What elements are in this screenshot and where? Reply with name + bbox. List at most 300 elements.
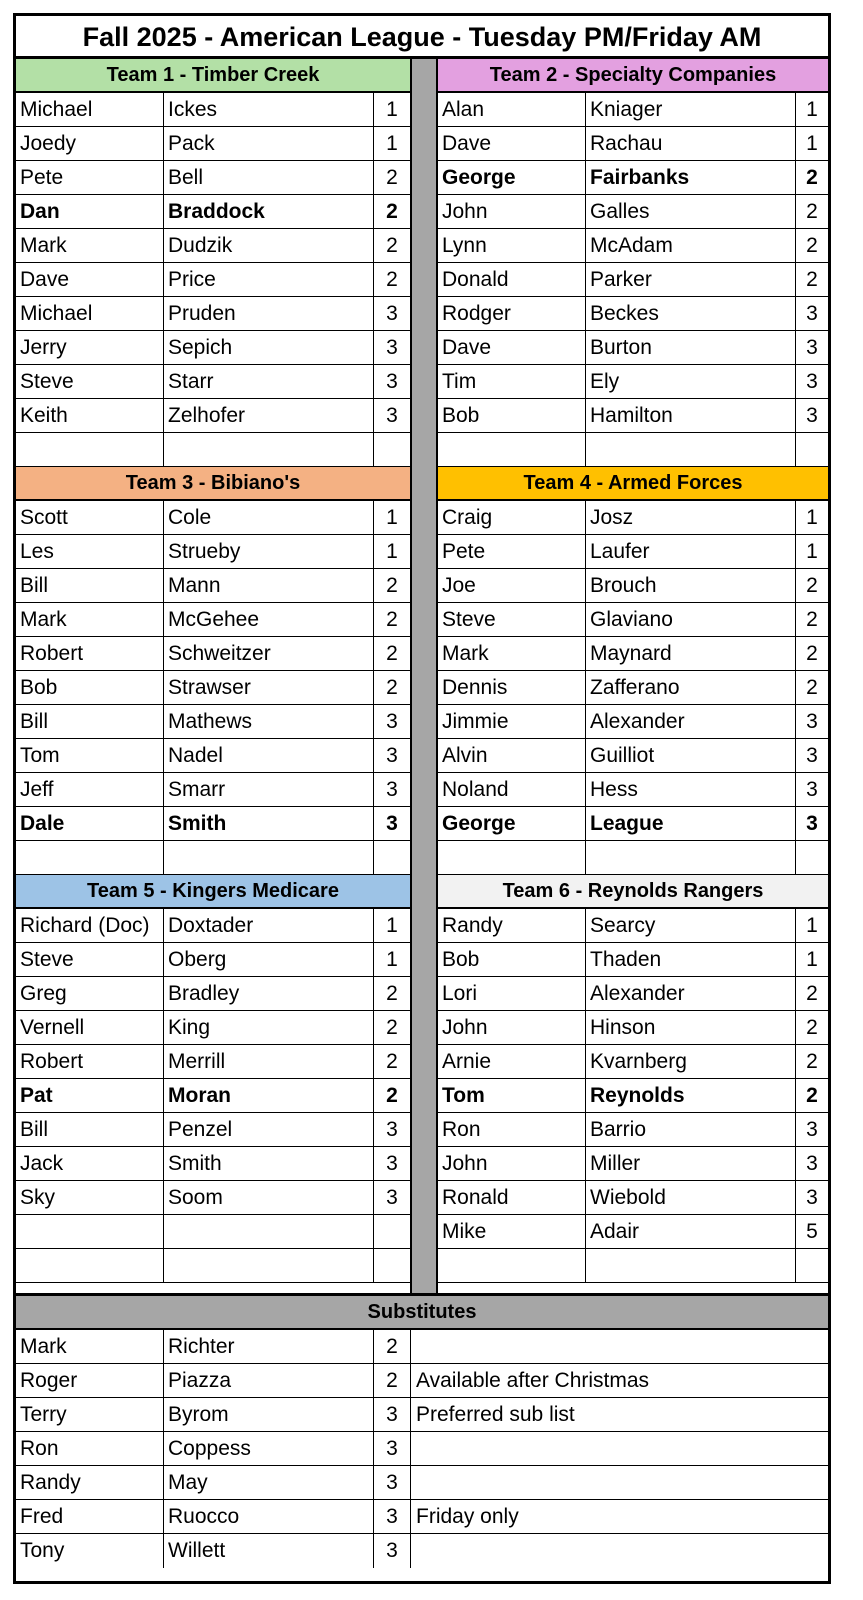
sub-note (411, 1466, 828, 1499)
player-row (16, 1045, 410, 1079)
player-row (438, 637, 828, 671)
player-row (16, 365, 410, 399)
player-last-name (164, 1249, 374, 1282)
player-last-name: Ickes (164, 93, 374, 126)
player-row (16, 127, 410, 161)
player-rank: 3 (386, 778, 398, 801)
player-first-name: Pete (16, 161, 164, 194)
player-first-name: Michael (16, 93, 164, 126)
player-rank: 1 (386, 506, 398, 529)
player-row (16, 1249, 410, 1283)
player-rank: 1 (806, 132, 818, 155)
player-last-name (164, 433, 374, 466)
player-first-name: Mike (438, 1215, 586, 1248)
player-row (16, 229, 410, 263)
player-first-name: Jimmie (438, 705, 586, 738)
player-rank: 1 (386, 132, 398, 155)
player-rank: 3 (806, 710, 818, 733)
player-last-name: Kvarnberg (586, 1045, 796, 1078)
player-last-name: Price (164, 263, 374, 296)
player-rank: 3 (806, 744, 818, 767)
player-row (16, 195, 410, 229)
sub-first-name: Randy (16, 1466, 164, 1499)
player-row (16, 331, 410, 365)
player-row (438, 365, 828, 399)
sub-first-name: Fred (16, 1500, 164, 1533)
player-row (438, 705, 828, 739)
player-row (438, 603, 828, 637)
player-first-name (438, 841, 586, 874)
player-rank: 1 (386, 98, 398, 121)
player-row (16, 399, 410, 433)
player-last-name: Bell (164, 161, 374, 194)
player-row (438, 977, 828, 1011)
sub-rank: 2 (374, 1330, 411, 1363)
player-row (16, 773, 410, 807)
player-first-name: Jeff (16, 773, 164, 806)
team-header: Team 4 - Armed Forces (438, 467, 828, 501)
player-rank: 3 (806, 404, 818, 427)
player-first-name: Pat (16, 1079, 164, 1112)
player-last-name: Galles (586, 195, 796, 228)
player-row (438, 433, 828, 467)
player-last-name: Zafferano (586, 671, 796, 704)
player-first-name (16, 841, 164, 874)
player-rank: 2 (806, 574, 818, 597)
sub-note (411, 1534, 828, 1568)
sub-note (411, 1330, 828, 1363)
player-row (16, 1215, 410, 1249)
player-last-name: Wiebold (586, 1181, 796, 1214)
player-last-name: Schweitzer (164, 637, 374, 670)
team-block (16, 59, 410, 467)
sub-rank: 3 (374, 1398, 411, 1431)
substitutes-section (16, 1293, 828, 1568)
player-row (438, 807, 828, 841)
player-row (438, 1045, 828, 1079)
team-block (438, 875, 828, 1283)
player-last-name: King (164, 1011, 374, 1044)
player-rank: 3 (386, 812, 398, 835)
player-rank: 2 (386, 234, 398, 257)
player-first-name: Tom (438, 1079, 586, 1112)
player-rank: 2 (806, 608, 818, 631)
player-row (438, 229, 828, 263)
player-first-name: Joedy (16, 127, 164, 160)
player-last-name: Pruden (164, 297, 374, 330)
player-first-name: Steve (16, 365, 164, 398)
player-rank: 1 (806, 948, 818, 971)
player-row (438, 127, 828, 161)
player-rank: 2 (386, 982, 398, 1005)
player-first-name: Greg (16, 977, 164, 1010)
player-first-name: Dale (16, 807, 164, 840)
player-rank: 2 (806, 1084, 818, 1107)
player-rank: 1 (386, 948, 398, 971)
player-last-name: Rachau (586, 127, 796, 160)
player-first-name: Ronald (438, 1181, 586, 1214)
player-first-name: Craig (438, 501, 586, 534)
player-first-name: Jerry (16, 331, 164, 364)
sub-rank: 2 (374, 1364, 411, 1397)
player-rank: 3 (806, 1152, 818, 1175)
player-row (438, 1181, 828, 1215)
player-row (16, 1079, 410, 1113)
player-row (16, 637, 410, 671)
player-rank: 1 (386, 540, 398, 563)
player-first-name: Alan (438, 93, 586, 126)
substitute-row (16, 1398, 828, 1432)
player-row (438, 909, 828, 943)
player-rank (796, 433, 828, 466)
player-rank: 3 (386, 302, 398, 325)
player-last-name: McAdam (586, 229, 796, 262)
sub-last-name: Richter (164, 1330, 374, 1363)
player-first-name: Jack (16, 1147, 164, 1180)
player-first-name: Richard (Doc) (16, 909, 164, 942)
player-rank: 2 (806, 268, 818, 291)
player-last-name (586, 1249, 796, 1282)
player-row (16, 943, 410, 977)
player-first-name: Scott (16, 501, 164, 534)
player-first-name: Lori (438, 977, 586, 1010)
sub-first-name: Mark (16, 1330, 164, 1363)
player-first-name: Alvin (438, 739, 586, 772)
player-rank: 2 (806, 1050, 818, 1073)
player-rank: 1 (386, 914, 398, 937)
player-last-name: Reynolds (586, 1079, 796, 1112)
player-rank: 2 (386, 1084, 398, 1107)
player-rank: 2 (806, 234, 818, 257)
player-last-name: Alexander (586, 977, 796, 1010)
player-first-name: Mark (16, 229, 164, 262)
player-last-name: Glaviano (586, 603, 796, 636)
player-first-name: Bill (16, 705, 164, 738)
player-last-name: Mann (164, 569, 374, 602)
player-rank: 1 (806, 914, 818, 937)
sub-last-name: Coppess (164, 1432, 374, 1465)
player-row (438, 1215, 828, 1249)
player-first-name: Bill (16, 569, 164, 602)
player-first-name (16, 1249, 164, 1282)
player-rank: 2 (806, 642, 818, 665)
player-rank (374, 1215, 410, 1248)
substitute-row (16, 1466, 828, 1500)
player-rank: 3 (386, 710, 398, 733)
player-last-name: Searcy (586, 909, 796, 942)
player-row (438, 331, 828, 365)
substitute-row (16, 1534, 828, 1568)
player-rank: 3 (386, 1118, 398, 1141)
player-first-name: Ron (438, 1113, 586, 1146)
player-row (16, 535, 410, 569)
player-rank: 2 (386, 268, 398, 291)
player-rank: 1 (806, 98, 818, 121)
player-last-name: Starr (164, 365, 374, 398)
player-row (16, 1011, 410, 1045)
player-last-name: Hess (586, 773, 796, 806)
player-rank: 5 (806, 1220, 818, 1243)
player-first-name: Steve (438, 603, 586, 636)
player-first-name: Sky (16, 1181, 164, 1214)
player-row (438, 671, 828, 705)
player-last-name: Strueby (164, 535, 374, 568)
substitute-row (16, 1364, 828, 1398)
player-row (438, 1147, 828, 1181)
player-last-name: Hamilton (586, 399, 796, 432)
player-rank: 2 (386, 642, 398, 665)
player-rank (374, 1249, 410, 1282)
player-row (438, 1011, 828, 1045)
substitutes-list (16, 1330, 828, 1568)
sub-first-name: Tony (16, 1534, 164, 1568)
player-last-name: Josz (586, 501, 796, 534)
player-rank (374, 841, 410, 874)
player-last-name: Beckes (586, 297, 796, 330)
player-rank: 3 (806, 1118, 818, 1141)
player-rank: 2 (386, 200, 398, 223)
player-rank: 3 (386, 370, 398, 393)
player-last-name: Soom (164, 1181, 374, 1214)
team-header: Team 1 - Timber Creek (16, 59, 410, 93)
player-row (16, 841, 410, 875)
sub-first-name: Terry (16, 1398, 164, 1431)
player-last-name: Doxtader (164, 909, 374, 942)
player-row (438, 1113, 828, 1147)
player-rank: 3 (806, 812, 818, 835)
player-row (438, 195, 828, 229)
player-last-name: Moran (164, 1079, 374, 1112)
player-rank: 3 (386, 404, 398, 427)
player-last-name: Brouch (586, 569, 796, 602)
player-row (16, 1181, 410, 1215)
player-rank: 3 (806, 302, 818, 325)
player-first-name: Michael (16, 297, 164, 330)
player-row (16, 1147, 410, 1181)
player-first-name: Mark (438, 637, 586, 670)
player-first-name: Steve (16, 943, 164, 976)
player-row (16, 1113, 410, 1147)
player-row (438, 297, 828, 331)
player-row (16, 603, 410, 637)
player-last-name: Merrill (164, 1045, 374, 1078)
player-rank: 2 (806, 676, 818, 699)
player-rank: 1 (806, 540, 818, 563)
player-row (438, 739, 828, 773)
player-row (438, 501, 828, 535)
sub-last-name: Willett (164, 1534, 374, 1568)
player-last-name: Bradley (164, 977, 374, 1010)
player-row (16, 569, 410, 603)
sub-last-name: Piazza (164, 1364, 374, 1397)
player-first-name: Dave (438, 331, 586, 364)
player-rank: 3 (386, 744, 398, 767)
player-first-name: Keith (16, 399, 164, 432)
sub-note (411, 1432, 828, 1465)
player-first-name: Dennis (438, 671, 586, 704)
player-last-name: Mathews (164, 705, 374, 738)
player-row (16, 501, 410, 535)
player-last-name: Alexander (586, 705, 796, 738)
player-rank: 2 (806, 1016, 818, 1039)
player-first-name: Rodger (438, 297, 586, 330)
sub-note: Friday only (416, 1505, 519, 1528)
player-row (16, 433, 410, 467)
player-row (438, 773, 828, 807)
player-last-name: Smith (164, 807, 374, 840)
player-row (16, 807, 410, 841)
player-first-name: Mark (16, 603, 164, 636)
player-rank: 2 (806, 200, 818, 223)
player-rank: 3 (806, 1186, 818, 1209)
roster-sheet (13, 13, 831, 1584)
player-last-name: Barrio (586, 1113, 796, 1146)
player-last-name (586, 841, 796, 874)
player-rank (374, 433, 410, 466)
substitute-row (16, 1500, 828, 1534)
player-rank: 2 (386, 166, 398, 189)
player-first-name: John (438, 1147, 586, 1180)
sub-rank: 3 (374, 1500, 411, 1533)
sub-first-name: Roger (16, 1364, 164, 1397)
player-last-name (164, 841, 374, 874)
player-first-name (16, 433, 164, 466)
sub-rank: 3 (374, 1432, 411, 1465)
player-last-name: Sepich (164, 331, 374, 364)
player-rank: 2 (386, 608, 398, 631)
team-block (16, 875, 410, 1283)
sub-note: Preferred sub list (416, 1403, 575, 1426)
player-last-name: Laufer (586, 535, 796, 568)
team-block (438, 59, 828, 467)
player-first-name: George (438, 161, 586, 194)
sub-first-name: Ron (16, 1432, 164, 1465)
player-first-name (438, 1249, 586, 1282)
player-last-name: Fairbanks (586, 161, 796, 194)
player-first-name: Dave (16, 263, 164, 296)
column-separator (410, 59, 438, 1293)
player-row (438, 263, 828, 297)
player-row (438, 943, 828, 977)
player-row (16, 909, 410, 943)
player-row (16, 671, 410, 705)
player-first-name: Les (16, 535, 164, 568)
player-rank: 3 (806, 336, 818, 359)
player-first-name: Dan (16, 195, 164, 228)
player-last-name: Penzel (164, 1113, 374, 1146)
player-last-name: Smarr (164, 773, 374, 806)
sub-last-name: May (164, 1466, 374, 1499)
substitutes-header: Substitutes (16, 1293, 828, 1330)
player-first-name: Bob (438, 399, 586, 432)
player-row (16, 161, 410, 195)
player-first-name: Randy (438, 909, 586, 942)
player-rank: 2 (806, 166, 818, 189)
team-header: Team 6 - Reynolds Rangers (438, 875, 828, 909)
player-row (438, 1079, 828, 1113)
player-first-name: Dave (438, 127, 586, 160)
player-last-name: Smith (164, 1147, 374, 1180)
sub-rank: 3 (374, 1534, 411, 1568)
player-first-name: Pete (438, 535, 586, 568)
player-first-name (16, 1215, 164, 1248)
player-last-name: Oberg (164, 943, 374, 976)
substitute-row (16, 1330, 828, 1364)
player-last-name: Miller (586, 1147, 796, 1180)
player-last-name: Braddock (164, 195, 374, 228)
player-first-name: Tim (438, 365, 586, 398)
player-rank: 1 (806, 506, 818, 529)
player-last-name: Dudzik (164, 229, 374, 262)
player-last-name: Ely (586, 365, 796, 398)
team-header: Team 5 - Kingers Medicare (16, 875, 410, 909)
player-first-name: John (438, 1011, 586, 1044)
player-last-name: Burton (586, 331, 796, 364)
player-row (16, 739, 410, 773)
player-rank: 3 (806, 778, 818, 801)
player-rank: 2 (386, 1050, 398, 1073)
player-rank: 3 (386, 1152, 398, 1175)
player-row (438, 93, 828, 127)
player-last-name: Parker (586, 263, 796, 296)
player-rank: 2 (386, 1016, 398, 1039)
sub-last-name: Ruocco (164, 1500, 374, 1533)
team-header: Team 2 - Specialty Companies (438, 59, 828, 93)
player-row (16, 297, 410, 331)
sub-rank: 3 (374, 1466, 411, 1499)
player-first-name: Vernell (16, 1011, 164, 1044)
team-header: Team 3 - Bibiano's (16, 467, 410, 501)
player-row (438, 569, 828, 603)
player-first-name (438, 433, 586, 466)
player-row (16, 705, 410, 739)
player-last-name (164, 1215, 374, 1248)
player-last-name: Hinson (586, 1011, 796, 1044)
player-last-name: Adair (586, 1215, 796, 1248)
player-last-name: Pack (164, 127, 374, 160)
substitute-row (16, 1432, 828, 1466)
player-first-name: Bob (16, 671, 164, 704)
player-first-name: Lynn (438, 229, 586, 262)
player-last-name: Kniager (586, 93, 796, 126)
player-row (16, 263, 410, 297)
player-row (438, 535, 828, 569)
player-last-name (586, 433, 796, 466)
player-row (16, 93, 410, 127)
player-rank: 3 (386, 1186, 398, 1209)
player-last-name: Guilliot (586, 739, 796, 772)
player-first-name: Joe (438, 569, 586, 602)
player-row (16, 977, 410, 1011)
player-last-name: League (586, 807, 796, 840)
player-rank: 3 (806, 370, 818, 393)
player-first-name: Tom (16, 739, 164, 772)
sub-note: Available after Christmas (416, 1369, 650, 1392)
player-first-name: Donald (438, 263, 586, 296)
player-last-name: Cole (164, 501, 374, 534)
player-row (438, 1249, 828, 1283)
player-last-name: McGehee (164, 603, 374, 636)
player-last-name: Nadel (164, 739, 374, 772)
player-first-name: Bob (438, 943, 586, 976)
player-row (438, 161, 828, 195)
player-first-name: John (438, 195, 586, 228)
player-rank: 2 (386, 574, 398, 597)
player-row (438, 841, 828, 875)
player-last-name: Zelhofer (164, 399, 374, 432)
page-title: Fall 2025 - American League - Tuesday PM/Friday AM (16, 16, 828, 59)
player-last-name: Thaden (586, 943, 796, 976)
